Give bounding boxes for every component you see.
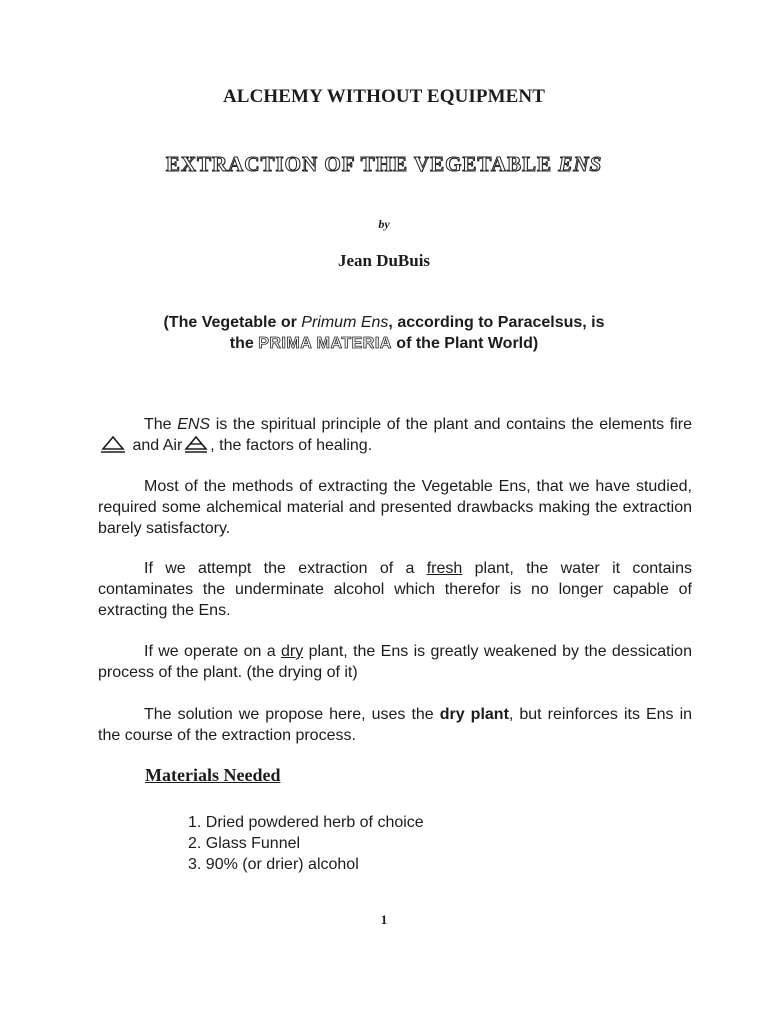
list-item: 3. 90% (or drier) alcohol bbox=[188, 856, 359, 873]
paragraph-ens bbox=[98, 414, 692, 459]
para5-c: , but reinforces its Ens in the course of the extraction process. bbox=[98, 706, 693, 744]
para5-b: dry plant bbox=[439, 706, 509, 723]
list-item: 1. Dried powdered herb of choice bbox=[188, 814, 424, 831]
paragraph-solution bbox=[98, 704, 692, 746]
materials-heading: Materials Needed bbox=[145, 765, 281, 785]
para1-a: The bbox=[144, 416, 172, 433]
para1-d: and Air bbox=[132, 437, 183, 454]
note-part5: PRIMA MATERIA bbox=[258, 335, 392, 352]
note-part4: the bbox=[229, 335, 254, 352]
note-part2: Primum Ens bbox=[301, 314, 389, 331]
para1-e: , the factors of healing. bbox=[210, 437, 373, 454]
para2-text: Most of the methods of extracting the Vegetable Ens, that we have studied, required some alchemical material and presented drawbacks making the extraction barely satisfactory. bbox=[98, 478, 692, 537]
paragraph-fresh-plant bbox=[98, 558, 692, 621]
para1-b: ENS bbox=[177, 416, 211, 433]
para4-c: plant, the Ens is greatly weakened by the dessication process of the plant. (the drying of it) bbox=[98, 643, 692, 681]
page-number: 1 bbox=[380, 912, 388, 927]
subtitle-main: EXTRACTION OF THE VEGETABLE bbox=[165, 152, 553, 176]
document-title: ALCHEMY WITHOUT EQUIPMENT bbox=[222, 86, 546, 107]
para5-a: The solution we propose here, uses the bbox=[144, 706, 434, 723]
author-name: Jean DuBuis bbox=[337, 251, 431, 270]
para3-a: If we attempt the extraction of a bbox=[144, 560, 415, 577]
paragraph-dry-plant bbox=[98, 641, 692, 683]
note-part1: (The Vegetable or bbox=[163, 314, 297, 331]
note-part6: of the Plant World) bbox=[396, 335, 539, 352]
air-triangle-icon bbox=[184, 435, 208, 459]
paragraph-methods bbox=[98, 476, 692, 539]
fire-triangle-icon bbox=[100, 435, 126, 459]
materials-list bbox=[188, 812, 424, 875]
note-part3: , according to Paracelsus, is bbox=[388, 314, 605, 331]
document-subtitle bbox=[0, 152, 768, 177]
byline: by bbox=[378, 217, 390, 231]
prima-materia-note bbox=[0, 312, 768, 354]
para3-b: fresh bbox=[426, 560, 463, 577]
list-item: 2. Glass Funnel bbox=[188, 835, 301, 852]
para4-a: If we operate on a bbox=[144, 643, 276, 660]
subtitle-ens: ENS bbox=[558, 152, 603, 176]
para1-c: is the spiritual principle of the plant and contains the elements fire bbox=[215, 416, 692, 433]
para4-b: dry bbox=[281, 643, 304, 660]
para3-c: plant, the water it contains contaminates the underminate alcohol which therefor is no longer capable of extracting the Ens. bbox=[98, 560, 692, 619]
